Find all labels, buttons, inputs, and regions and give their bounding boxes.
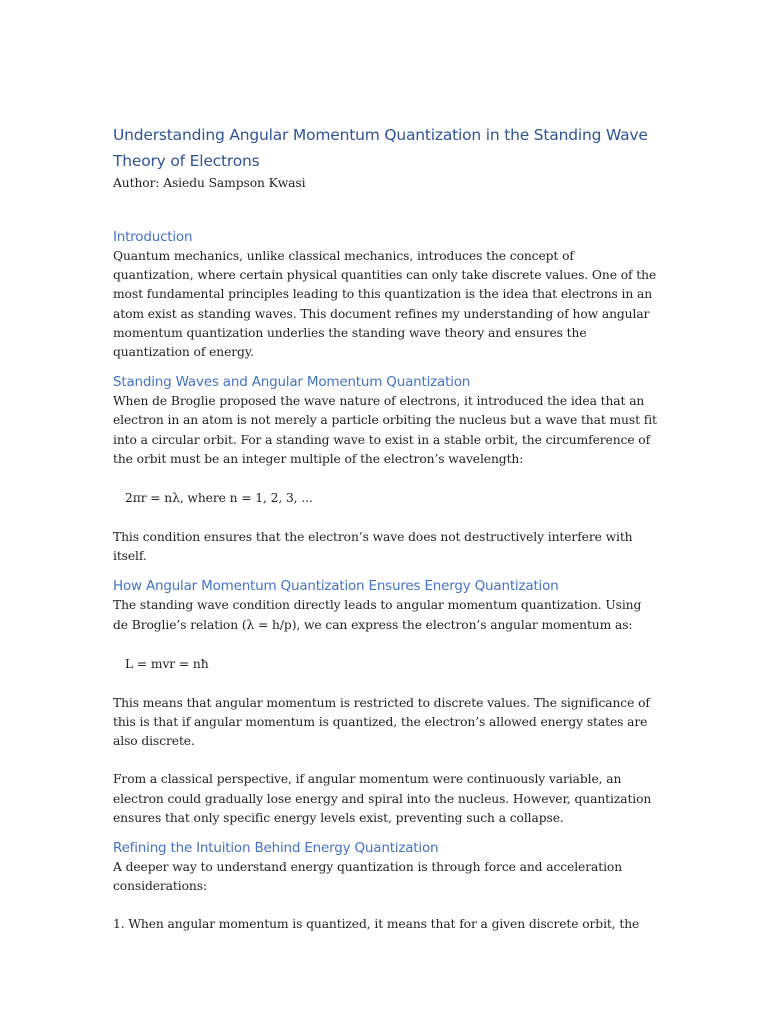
section-introduction [113, 227, 658, 362]
section-energy-quantization [113, 576, 658, 828]
section-heading: How Angular Momentum Quantization Ensures Energy Quantization [113, 578, 559, 595]
section-heading: Introduction [113, 229, 193, 245]
paragraph: The standing wave condition directly leads to angular momentum quantization. Using de Broglie’s relation (λ = h/p), we can express the electron’s angular momentum as: [113, 598, 642, 632]
document-title: Understanding Angular Momentum Quantization in the Standing Wave Theory of Electrons [113, 126, 648, 170]
section-heading: Refining the Intuition Behind Energy Quantization [113, 840, 439, 857]
section-standing-waves [113, 372, 658, 566]
author-line: Author: Asiedu Sampson Kwasi [113, 176, 306, 190]
paragraph: When de Broglie proposed the wave nature of electrons, it introduced the idea that an electron in an atom is not merely a particle orbiting the nucleus but a wave that must fit into a circular orbit. For a standing wave to exist in a stable orbit, the circumference of the orbit must be an integer multiple of the electron’s wavelength: [113, 394, 657, 466]
document-page [113, 122, 658, 935]
paragraph: Quantum mechanics, unlike classical mechanics, introduces the concept of quantization, where certain physical quantities can only take discrete values. One of the most fundamental principles leading to this quantization is the idea that electrons in an atom exist as standing waves. This document refines my understanding of how angular momentum quantization underlies the standing wave theory and ensures the quantization of energy. [113, 249, 657, 360]
section-heading: Standing Waves and Angular Momentum Quantization [113, 374, 471, 391]
equation-angular-momentum: L = mvr = nħ [125, 656, 209, 671]
paragraph: From a classical perspective, if angular momentum were continuously variable, an electron could gradually lose energy and spiral into the nucleus. However, quantization ensures that only specific energy levels exist, preventing such a collapse. [113, 772, 652, 825]
paragraph: This means that angular momentum is restricted to discrete values. The significance of this is that if angular momentum is quantized, the electron’s allowed energy states are also discrete. [113, 695, 650, 749]
section-refining-intuition [113, 838, 658, 935]
equation-standing-wave-condition: 2πr = nλ, where n = 1, 2, 3, ... [125, 491, 313, 506]
paragraph: A deeper way to understand energy quantization is through force and acceleration considerations: [113, 860, 623, 894]
list-item: 1. When angular momentum is quantized, it means that for a given discrete orbit, the [113, 917, 640, 932]
paragraph: This condition ensures that the electron’s wave does not destructively interfere with itself. [113, 530, 633, 564]
